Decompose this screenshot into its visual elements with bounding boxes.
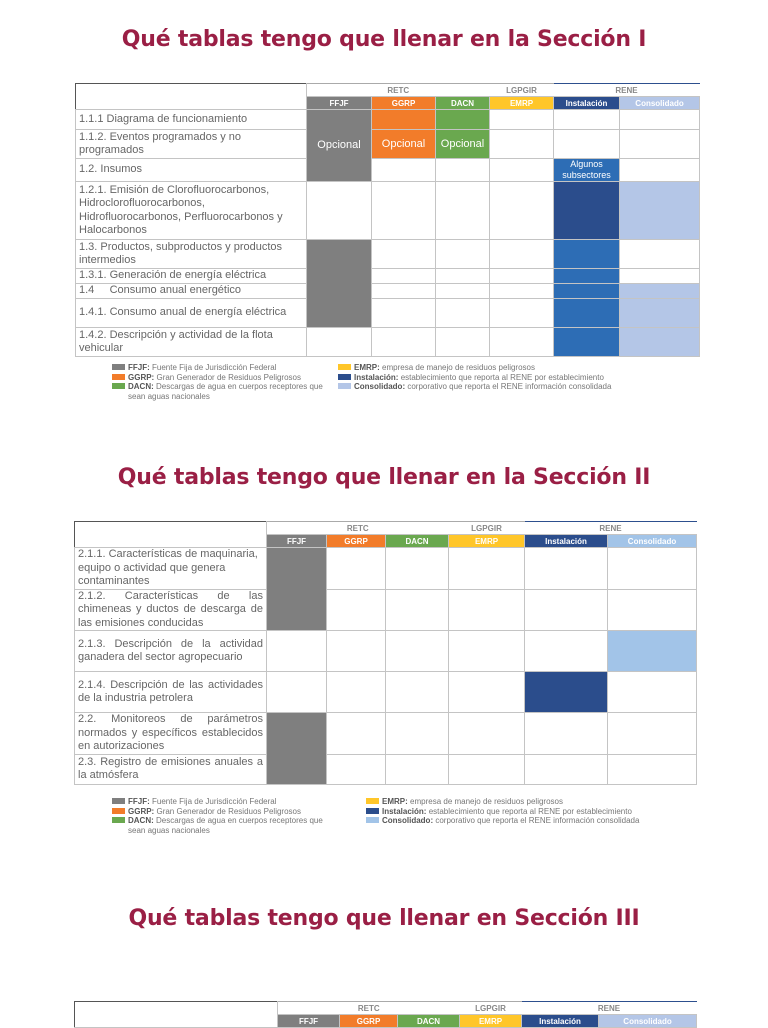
cell-empty xyxy=(327,672,386,713)
section-2-legend-left: FFJF: Fuente Fija de Jurisdicción Federal GGRP: Gran Generador de Residuos Peligrosos DACN: Descargas de agua en cuerpos receptores que sean aguas nacionales xyxy=(112,797,337,835)
group-rene: RENE xyxy=(522,1002,697,1015)
cell-empty xyxy=(372,240,436,269)
cell-empty xyxy=(449,672,525,713)
group-rene: RENE xyxy=(525,522,697,535)
cell-consolidado xyxy=(620,299,700,328)
emrp-swatch xyxy=(338,364,351,370)
section-2-title: Qué tablas tengo que llenar en la Sección II xyxy=(117,465,651,490)
ffjf-swatch xyxy=(112,364,125,370)
emrp-swatch xyxy=(366,798,379,804)
cell-empty xyxy=(436,182,490,240)
cell-empty xyxy=(267,672,327,713)
group-retc: RETC xyxy=(307,84,490,97)
dacn-swatch xyxy=(112,383,125,389)
table-row xyxy=(76,328,700,357)
ffjf-swatch xyxy=(112,798,125,804)
group-retc: RETC xyxy=(278,1002,460,1015)
row-label: 1.2. Insumos xyxy=(76,159,307,182)
cell-dacn xyxy=(436,110,490,130)
cell-empty xyxy=(608,548,697,590)
row-label: 1.3. Productos, subproductos y productos intermedios xyxy=(76,240,307,269)
col-ggrp: GGRP xyxy=(340,1015,398,1028)
section-1-table xyxy=(75,83,700,357)
cell-empty xyxy=(449,589,525,631)
cell-empty xyxy=(449,754,525,784)
instalacion-swatch xyxy=(366,808,379,814)
table-row xyxy=(76,284,700,299)
group-lgpgir: LGPGIR xyxy=(449,522,525,535)
col-ffjf: FFJF xyxy=(267,535,327,548)
cell-instalacion xyxy=(554,299,620,328)
cell-consolidado xyxy=(620,328,700,357)
row-label: 1.4.1. Consumo anual de energía eléctrica xyxy=(76,299,307,328)
cell-empty xyxy=(490,110,554,130)
cell-empty xyxy=(620,110,700,130)
cell-empty xyxy=(490,299,554,328)
col-emrp: EMRP xyxy=(460,1015,522,1028)
cell-empty xyxy=(327,713,386,755)
cell-empty xyxy=(490,240,554,269)
cell-empty xyxy=(554,130,620,159)
cell-empty xyxy=(490,328,554,357)
cell-instalacion xyxy=(554,284,620,299)
cell-ffjf xyxy=(307,240,372,328)
instalacion-swatch xyxy=(338,374,351,380)
cell-empty xyxy=(490,159,554,182)
cell-empty xyxy=(386,589,449,631)
cell-empty xyxy=(620,269,700,284)
table-row xyxy=(75,631,697,672)
section-2-legend-right: EMRP: empresa de manejo de residuos peligrosos Instalación: establecimiento que reporta al RENE por establecimiento Consolidado: corporativo que reporta el RENE información consolidada xyxy=(366,797,676,826)
section-2-table xyxy=(74,521,697,785)
row-label: 1.1.1 Diagrama de funcionamiento xyxy=(76,110,307,130)
row-label: 1.2.1. Emisión de Clorofluorocarbonos, Hidroclorofluorocarbonos, Hidrofluorocarbonos, Perfluorocarbonos y Halocarbonos xyxy=(76,182,307,240)
row-label: 2.2. Monitoreos de parámetros normados y específicos establecidos en autorizaciones xyxy=(75,713,267,755)
cell-empty xyxy=(386,713,449,755)
cell-empty xyxy=(372,284,436,299)
cell-empty xyxy=(525,548,608,590)
col-emrp: EMRP xyxy=(449,535,525,548)
col-instalacion: Instalación xyxy=(522,1015,599,1028)
cell-empty xyxy=(436,299,490,328)
cell-empty xyxy=(372,269,436,284)
row-label: 1.4 Consumo anual energético xyxy=(76,284,307,299)
cell-empty xyxy=(327,754,386,784)
cell-empty xyxy=(386,672,449,713)
cell-empty xyxy=(449,713,525,755)
table-row xyxy=(75,548,697,590)
cell-consolidado xyxy=(620,182,700,240)
group-lgpgir: LGPGIR xyxy=(490,84,554,97)
cell-ffjf-opcional: Opcional xyxy=(307,110,372,182)
cell-instalacion xyxy=(554,182,620,240)
row-label: 2.1.1. Características de maquinaria, equipo o actividad que genera contaminantes xyxy=(75,548,267,590)
cell-empty xyxy=(307,182,372,240)
cell-empty xyxy=(327,548,386,590)
cell-ggrp-opcional: Opcional xyxy=(372,130,436,159)
col-consolidado: Consolidado xyxy=(608,535,697,548)
cell-empty xyxy=(449,548,525,590)
cell-empty xyxy=(267,631,327,672)
table-row xyxy=(76,182,700,240)
cell-consolidado xyxy=(620,284,700,299)
col-consolidado: Consolidado xyxy=(599,1015,697,1028)
cell-empty xyxy=(490,269,554,284)
ggrp-swatch xyxy=(112,374,125,380)
cell-empty xyxy=(327,589,386,631)
cell-empty xyxy=(436,240,490,269)
cell-empty xyxy=(372,328,436,357)
cell-empty xyxy=(327,631,386,672)
row-label: 2.1.4. Descripción de las actividades de la industria petrolera xyxy=(75,672,267,713)
cell-empty xyxy=(386,754,449,784)
group-rene: RENE xyxy=(554,84,700,97)
cell-empty xyxy=(608,672,697,713)
table-row xyxy=(75,589,697,631)
cell-empty xyxy=(449,631,525,672)
row-label: 2.1.3. Descripción de la actividad ganadera del sector agropecuario xyxy=(75,631,267,672)
col-instalacion: Instalación xyxy=(525,535,608,548)
table-row xyxy=(76,159,700,182)
cell-empty xyxy=(554,110,620,130)
cell-empty xyxy=(386,548,449,590)
table-row xyxy=(75,713,697,755)
group-lgpgir: LGPGIR xyxy=(460,1002,522,1015)
consolidado-swatch xyxy=(366,817,379,823)
col-ggrp: GGRP xyxy=(372,97,436,110)
table-row xyxy=(75,672,697,713)
cell-instalacion-algunos: Algunos subsectores xyxy=(554,159,620,182)
cell-empty xyxy=(608,589,697,631)
col-emrp: EMRP xyxy=(490,97,554,110)
col-dacn: DACN xyxy=(436,97,490,110)
cell-empty xyxy=(372,182,436,240)
section-3-title: Qué tablas tengo que llenar en Sección III xyxy=(128,906,640,931)
row-label: 1.3.1. Generación de energía eléctrica xyxy=(76,269,307,284)
table-row xyxy=(76,299,700,328)
cell-empty xyxy=(620,130,700,159)
section-1-title: Qué tablas tengo que llenar en la Sección I xyxy=(121,27,647,52)
row-label: 1.1.2. Eventos programados y no programados xyxy=(76,130,307,159)
cell-empty xyxy=(608,754,697,784)
dacn-swatch xyxy=(112,817,125,823)
cell-empty xyxy=(436,269,490,284)
table-row xyxy=(76,240,700,269)
ggrp-swatch xyxy=(112,808,125,814)
cell-empty xyxy=(372,159,436,182)
cell-instalacion xyxy=(554,240,620,269)
cell-empty xyxy=(436,328,490,357)
cell-empty xyxy=(436,284,490,299)
row-label: 2.3. Registro de emisiones anuales a la atmósfera xyxy=(75,754,267,784)
cell-instalacion xyxy=(554,269,620,284)
group-retc: RETC xyxy=(267,522,449,535)
cell-ggrp xyxy=(372,110,436,130)
cell-empty xyxy=(490,130,554,159)
cell-ffjf xyxy=(267,713,327,785)
cell-empty xyxy=(525,713,608,755)
cell-instalacion xyxy=(525,672,608,713)
table-row xyxy=(76,130,700,159)
cell-empty xyxy=(608,713,697,755)
cell-empty xyxy=(525,754,608,784)
cell-ffjf xyxy=(267,548,327,631)
cell-empty xyxy=(372,299,436,328)
cell-empty xyxy=(525,631,608,672)
cell-consolidado xyxy=(608,631,697,672)
table-row xyxy=(75,754,697,784)
table-row xyxy=(76,269,700,284)
col-ffjf: FFJF xyxy=(278,1015,340,1028)
col-consolidado: Consolidado xyxy=(620,97,700,110)
col-ggrp: GGRP xyxy=(327,535,386,548)
cell-empty xyxy=(307,328,372,357)
section-1-legend-left: FFJF: Fuente Fija de Jurisdicción Federal GGRP: Gran Generador de Residuos Peligrosos DACN: Descargas de agua en cuerpos receptores que sean aguas nacionales xyxy=(112,363,327,401)
cell-empty xyxy=(620,159,700,182)
row-label: 1.4.2. Descripción y actividad de la flota vehicular xyxy=(76,328,307,357)
section-1-legend-right: EMRP: empresa de manejo de residuos peligrosos Instalación: establecimiento que reporta al RENE por establecimiento Consolidado: corporativo que reporta el RENE información consolidada xyxy=(338,363,668,392)
cell-empty xyxy=(490,284,554,299)
cell-empty xyxy=(525,589,608,631)
col-instalacion: Instalación xyxy=(554,97,620,110)
cell-empty xyxy=(620,240,700,269)
cell-instalacion xyxy=(554,328,620,357)
row-label: 2.1.2. Características de las chimeneas y ductos de descarga de las emisiones conducidas xyxy=(75,589,267,631)
col-dacn: DACN xyxy=(398,1015,460,1028)
cell-empty xyxy=(436,159,490,182)
cell-empty xyxy=(490,182,554,240)
cell-dacn-opcional: Opcional xyxy=(436,130,490,159)
table-row xyxy=(76,110,700,130)
col-dacn: DACN xyxy=(386,535,449,548)
header-blank xyxy=(76,84,307,110)
col-ffjf: FFJF xyxy=(307,97,372,110)
consolidado-swatch xyxy=(338,383,351,389)
cell-empty xyxy=(386,631,449,672)
header-blank xyxy=(75,522,267,548)
